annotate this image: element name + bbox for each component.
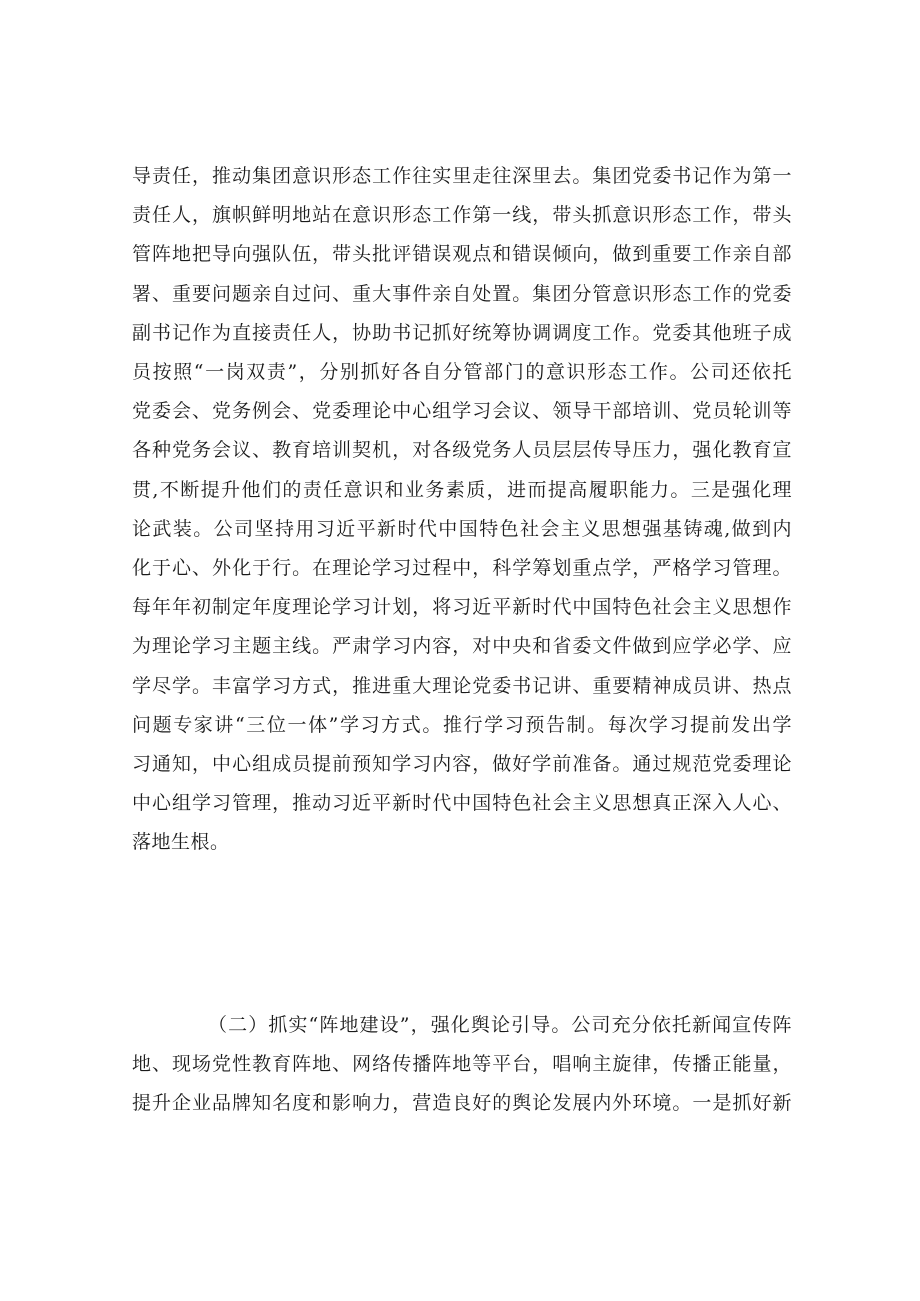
text-line: 地、现场党性教育阵地、网络传播阵地等平台，唱响主旋律，传播正能量，: [132, 1053, 792, 1076]
text-line: （二）抓实“阵地建设”，强化舆论引导。公司充分依托新闻宣传阵: [208, 1014, 792, 1036]
text-line: 习通知，中心组成员提前预知学习内容，做好学前准备。通过规范党委理论: [132, 753, 792, 776]
text-line: 化于心、外化于行。在理论学习过程中，科学筹划重点学，严格学习管理。: [132, 557, 792, 580]
paragraph-body: [132, 1006, 792, 1124]
paragraph-1: [132, 157, 792, 863]
text-line: 各种党务会议、教育培训契机，对各级党务人员层层传导压力，强化教育宣: [132, 439, 792, 462]
text-line: 贯,不断提升他们的责任意识和业务素质，进而提高履职能力。三是强化理: [132, 478, 792, 501]
text-line: 学尽学。丰富学习方式，推进重大理论党委书记讲、重要精神成员讲、热点: [132, 674, 792, 697]
text-line: 中心组学习管理，推动习近平新时代中国特色社会主义思想真正深入人心、: [132, 792, 792, 815]
text-line: 问题专家讲“三位一体”学习方式。推行学习预告制。每次学习提前发出学: [132, 713, 792, 736]
text-line: 落地生根。: [132, 831, 230, 854]
text-line: 员按照“一岗双责”，分别抓好各自分管部门的意识形态工作。公司还依托: [132, 361, 792, 384]
text-line: 每年年初制定年度理论学习计划，将习近平新时代中国特色社会主义思想作: [132, 596, 792, 619]
text-line: 党委会、党务例会、党委理论中心组学习会议、领导干部培训、党员轮训等: [132, 400, 792, 423]
text-line: 管阵地把导向强队伍，带头批评错误观点和错误倾向，做到重要工作亲自部: [132, 243, 792, 266]
text-line: 为理论学习主题主线。严肃学习内容，对中央和省委文件做到应学必学、应: [132, 635, 792, 658]
text-line: 署、重要问题亲自过问、重大事件亲自处置。集团分管意识形态工作的党委: [132, 282, 792, 305]
paragraph-body: [132, 157, 792, 863]
text-line: 论武装。公司坚持用习近平新时代中国特色社会主义思想强基铸魂,做到内: [132, 517, 792, 540]
text-line: 提升企业品牌知名度和影响力，营造良好的舆论发展内外环境。一是抓好新: [132, 1092, 792, 1115]
paragraph-2: [132, 1006, 792, 1124]
text-line: 副书记作为直接责任人，协助书记抓好统筹协调调度工作。党委其他班子成: [132, 321, 792, 344]
text-line: 导责任，推动集团意识形态工作往实里走往深里去。集团党委书记作为第一: [132, 165, 792, 187]
text-line: 责任人，旗帜鲜明地站在意识形态工作第一线，带头抓意识形态工作，带头: [132, 204, 792, 227]
